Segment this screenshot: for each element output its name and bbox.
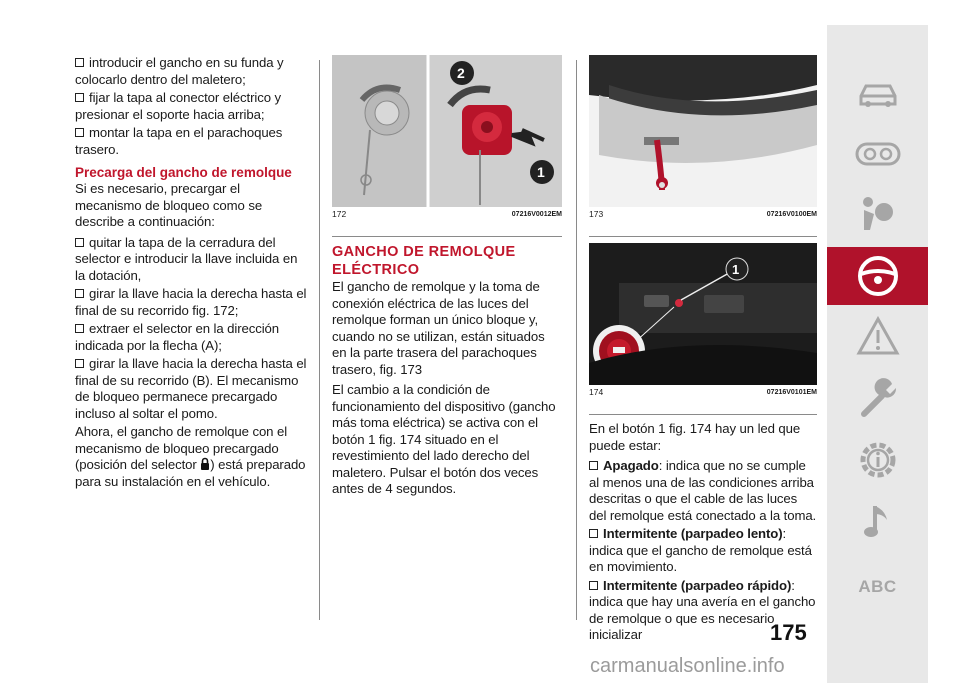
figure-174	[589, 243, 817, 385]
figure-caption	[589, 385, 817, 415]
sidebar-item-safety[interactable]	[827, 185, 928, 243]
bullet-item: montar la tapa en el parachoques trasero.	[75, 125, 283, 157]
checkbox-bullet-icon	[75, 238, 84, 247]
bullet-item: extraer el selector en la dirección indicada por la flecha (A);	[75, 321, 280, 353]
trunk-button-photo	[589, 243, 817, 385]
page-number: 175	[770, 620, 807, 645]
figure-172	[332, 55, 562, 207]
checkbox-bullet-icon	[589, 461, 598, 470]
checkbox-bullet-icon	[589, 581, 598, 590]
sidebar-item-technical[interactable]	[827, 431, 928, 489]
figure-code: 07216V0012EM	[511, 211, 562, 218]
paragraph: El gancho de remolque y la toma de conexión eléctrica de las luces del remolque forman un único bloque y, cuando no se utilizan, están situados en la parte trasera del parachoques trasero, fig. 173	[332, 279, 545, 377]
figure-callout: 1	[732, 262, 740, 277]
checkbox-bullet-icon	[75, 93, 84, 102]
bullet-item: Intermitente (parpadeo lento): indica que el gancho de remolque está en movimiento.	[589, 526, 812, 574]
bullet-item: introducir el gancho en su funda y colocarlo dentro del maletero;	[75, 55, 284, 87]
checkbox-bullet-icon	[75, 289, 84, 298]
sidebar-item-index[interactable]	[827, 558, 928, 616]
tow-hook-selector-illustration	[332, 55, 562, 207]
figure-number: 174	[589, 387, 604, 397]
gear-icon	[856, 438, 900, 482]
sidebar-item-car[interactable]	[827, 65, 928, 123]
bullet-item: fijar la tapa al conector eléctrico y presionar el soporte hacia arriba;	[75, 90, 282, 122]
padlock-icon	[200, 457, 210, 470]
checkbox-bullet-icon	[589, 529, 598, 538]
watermark: carmanualsonline.info	[590, 655, 785, 677]
figure-caption	[332, 207, 562, 237]
paragraph: El cambio a la condición de funcionamiento del dispositivo (gancho más toma eléctrica) se activa con el botón 1 fig. 174 situado en el revestimiento del lado derecho del maletero. Pulsar el botón dos veces antes de 4 segundos.	[332, 382, 556, 496]
sidebar-item-maintenance[interactable]	[827, 369, 928, 427]
bullet-item: Intermitente (parpadeo rápido): indica que hay una avería en el gancho de remolque o que es necesario inicializar	[589, 577, 816, 642]
rear-bumper-tow-hook-photo	[589, 55, 817, 207]
bullet-item: girar la llave hacia la derecha hasta el final de su recorrido fig. 172;	[75, 286, 307, 318]
figure-callout: 2	[457, 65, 465, 81]
car-icon	[855, 78, 901, 110]
column-2	[332, 55, 562, 502]
checkbox-bullet-icon	[75, 324, 84, 333]
sidebar-item-multimedia[interactable]	[827, 493, 928, 551]
figure-caption	[589, 207, 817, 237]
sidebar-item-driving[interactable]	[827, 247, 928, 305]
warning-icon	[856, 316, 900, 356]
bullet-item: quitar la tapa de la cerradura del selector e introducir la llave incluida en la dotación,	[75, 234, 298, 283]
column-1	[75, 55, 307, 494]
wrench-icon	[856, 376, 900, 420]
figure-callout: 1	[537, 164, 545, 180]
figure-code: 07216V0100EM	[766, 211, 817, 218]
figure-number: 172	[332, 209, 347, 219]
sidebar-item-dashboard[interactable]	[827, 125, 928, 183]
figure-173	[589, 55, 817, 207]
music-note-icon	[861, 502, 895, 542]
column-divider	[576, 60, 577, 620]
column-divider	[319, 60, 320, 620]
subheading: Precarga del gancho de remolque	[75, 165, 292, 180]
airbag-icon	[856, 194, 900, 234]
dashboard-icon	[855, 140, 901, 168]
abc-icon: ABC	[858, 577, 897, 596]
checkbox-bullet-icon	[75, 58, 84, 67]
checkbox-bullet-icon	[75, 359, 84, 368]
figure-number: 173	[589, 209, 604, 219]
figure-code: 07216V0101EM	[766, 389, 817, 396]
steering-wheel-icon	[856, 254, 900, 298]
chapter-sidebar	[827, 25, 928, 683]
checkbox-bullet-icon	[75, 128, 84, 137]
sidebar-item-warnings[interactable]	[827, 307, 928, 365]
bullet-item: Apagado: indica que no se cumple al menos una de las condiciones arriba descritas o que el cable de las luces del remolque está conectado a la toma.	[589, 458, 817, 523]
paragraph: Si es necesario, precargar el mecanismo de bloqueo como se describe a continuación:	[75, 181, 263, 229]
bullet-item: girar la llave hacia la derecha hasta el final de su recorrido (B). El mecanismo de bloqueo permanece precargado incluso al soltar el pomo.	[75, 356, 307, 421]
section-heading: GANCHO DE REMOLQUE ELÉCTRICO	[332, 244, 516, 278]
column-3	[589, 55, 817, 646]
paragraph: Ahora, el gancho de remolque con el mecanismo de bloqueo precargado (posición del selector ) está preparado para su instalación en el vehículo.	[75, 424, 306, 489]
paragraph: En el botón 1 fig. 174 hay un led que puede estar:	[589, 421, 801, 453]
